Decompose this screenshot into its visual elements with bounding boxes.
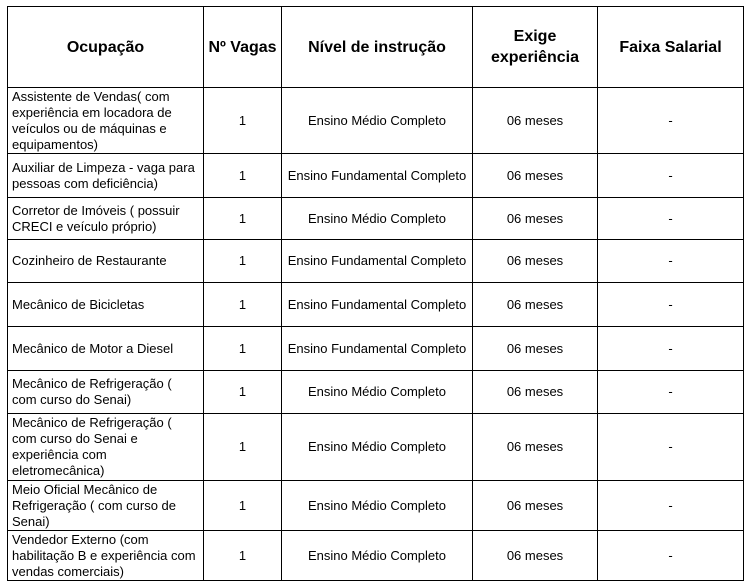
table-row: [8, 198, 744, 240]
cell-experiencia: 06 meses: [473, 371, 598, 414]
header-nivel: Nível de instrução: [282, 7, 473, 88]
cell-experiencia: 06 meses: [473, 88, 598, 154]
cell-nivel: Ensino Fundamental Completo: [282, 283, 473, 327]
cell-ocupacao: Assistente de Vendas( com experiência em locadora de veículos ou de máquinas e equipamentos): [8, 88, 204, 154]
cell-faixa: -: [598, 327, 744, 371]
cell-experiencia: 06 meses: [473, 198, 598, 240]
header-experiencia: Exige experiência: [473, 7, 598, 88]
cell-faixa: -: [598, 371, 744, 414]
cell-ocupacao: Meio Oficial Mecânico de Refrigeração ( com curso de Senai): [8, 481, 204, 531]
cell-experiencia: 06 meses: [473, 327, 598, 371]
cell-faixa: -: [598, 283, 744, 327]
cell-nivel: Ensino Médio Completo: [282, 414, 473, 481]
cell-ocupacao: Mecânico de Refrigeração ( com curso do Senai): [8, 371, 204, 414]
table-row: [8, 414, 744, 481]
cell-experiencia: 06 meses: [473, 240, 598, 283]
table-row: [8, 371, 744, 414]
cell-ocupacao: Mecânico de Refrigeração ( com curso do Senai e experiência com eletromecânica): [8, 414, 204, 481]
cell-experiencia: 06 meses: [473, 531, 598, 581]
cell-nivel: Ensino Médio Completo: [282, 88, 473, 154]
cell-vagas: 1: [204, 198, 282, 240]
cell-vagas: 1: [204, 371, 282, 414]
table-row: [8, 154, 744, 198]
cell-faixa: -: [598, 198, 744, 240]
cell-faixa: -: [598, 240, 744, 283]
cell-experiencia: 06 meses: [473, 481, 598, 531]
table-row: [8, 240, 744, 283]
header-faixa: Faixa Salarial: [598, 7, 744, 88]
cell-ocupacao: Mecânico de Motor a Diesel: [8, 327, 204, 371]
table-row: [8, 531, 744, 581]
cell-vagas: 1: [204, 88, 282, 154]
cell-faixa: -: [598, 481, 744, 531]
cell-vagas: 1: [204, 240, 282, 283]
cell-vagas: 1: [204, 481, 282, 531]
cell-faixa: -: [598, 154, 744, 198]
cell-nivel: Ensino Médio Completo: [282, 481, 473, 531]
cell-vagas: 1: [204, 531, 282, 581]
cell-nivel: Ensino Fundamental Completo: [282, 154, 473, 198]
cell-nivel: Ensino Médio Completo: [282, 371, 473, 414]
cell-vagas: 1: [204, 283, 282, 327]
cell-experiencia: 06 meses: [473, 283, 598, 327]
cell-ocupacao: Vendedor Externo (com habilitação B e experiência com vendas comerciais): [8, 531, 204, 581]
cell-faixa: -: [598, 531, 744, 581]
cell-faixa: -: [598, 414, 744, 481]
table-row: [8, 327, 744, 371]
cell-ocupacao: Mecânico de Bicicletas: [8, 283, 204, 327]
cell-faixa: -: [598, 88, 744, 154]
cell-nivel: Ensino Fundamental Completo: [282, 240, 473, 283]
header-ocupacao: Ocupação: [8, 7, 204, 88]
job-openings-table: [7, 6, 744, 581]
cell-ocupacao: Auxiliar de Limpeza - vaga para pessoas com deficiência): [8, 154, 204, 198]
cell-vagas: 1: [204, 327, 282, 371]
header-row: [8, 7, 744, 88]
cell-ocupacao: Corretor de Imóveis ( possuir CRECI e veículo próprio): [8, 198, 204, 240]
cell-experiencia: 06 meses: [473, 154, 598, 198]
cell-nivel: Ensino Médio Completo: [282, 198, 473, 240]
cell-vagas: 1: [204, 154, 282, 198]
cell-ocupacao: Cozinheiro de Restaurante: [8, 240, 204, 283]
cell-experiencia: 06 meses: [473, 414, 598, 481]
cell-vagas: 1: [204, 414, 282, 481]
header-vagas: Nº Vagas: [204, 7, 282, 88]
table-row: [8, 283, 744, 327]
table-row: [8, 481, 744, 531]
cell-nivel: Ensino Fundamental Completo: [282, 327, 473, 371]
cell-nivel: Ensino Médio Completo: [282, 531, 473, 581]
table-row: [8, 88, 744, 154]
